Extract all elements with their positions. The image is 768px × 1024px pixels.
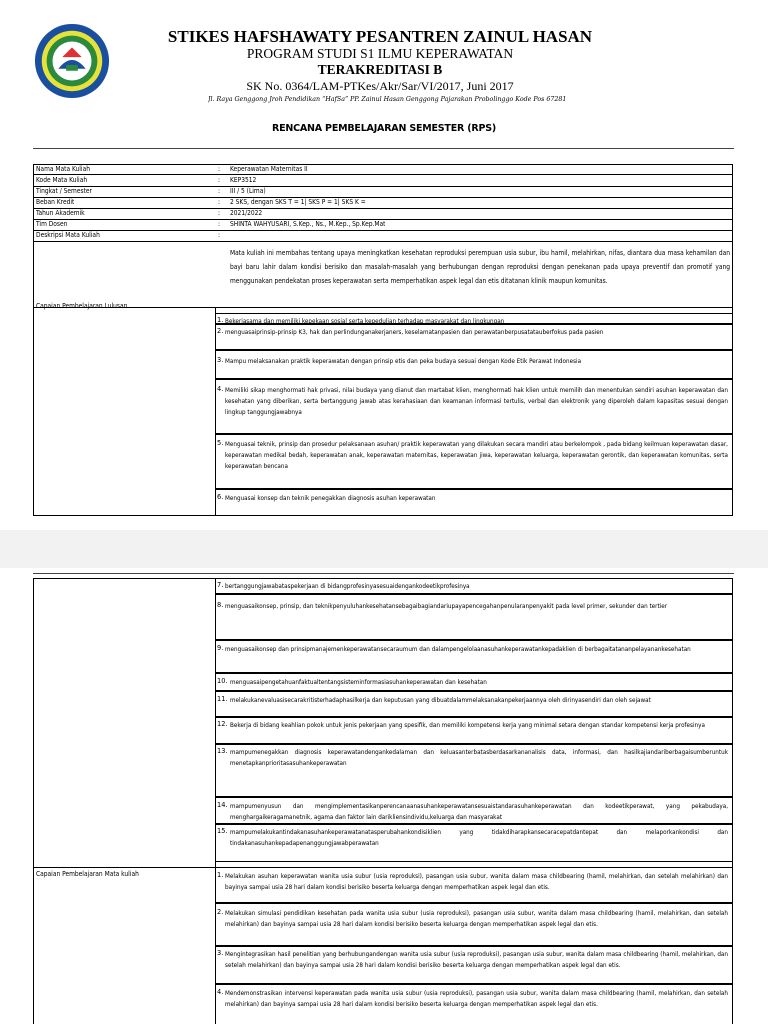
sk-number: SK No. 0364/LAM-PTKes/Akr/Sar/VI/2017, Juni 2017 <box>246 79 514 93</box>
cpl-item-number: 9. <box>217 644 224 652</box>
row-divider <box>33 307 733 308</box>
cpl-item-number: 11. <box>217 695 228 703</box>
document-title: RENCANA PEMBELAJARAN SEMESTER (RPS) <box>271 123 497 134</box>
cpl-item-number: 4. <box>217 385 224 393</box>
cpl-item-10 <box>215 673 733 691</box>
tingkat-label: Tingkat / Semester <box>36 187 92 195</box>
nama-mk-label: Nama Mata Kuliah <box>36 165 90 173</box>
tim-dosen-label: Tim Dosen <box>36 220 68 228</box>
cpl-item-12 <box>215 717 733 744</box>
cpmk-item-text: Mengintegrasikan hasil penelitian yang berhubungandengan wanita usia subur (usia reproduksi), pasangan usia subur, wanita dalam masa childbearing (hamil, melahirkan, dan setelah melahirkan) dan bayinya sampai usia 28 hari dalam kondisi berisiko beserta keluarga dengan memperhatikan aspek legal dan etis. <box>225 951 728 970</box>
cpl-item-number: 13. <box>217 747 228 755</box>
cpmk-item-1 <box>215 867 733 903</box>
colon: : <box>218 187 220 195</box>
cpl-item-text: mampumenyusun dan mengimplementasikanperencanaanasuhankeperawatansesuaistandarasuhankeperawatan dan kodeetikperawat, yang pekabudaya, menghargaikeragamanetnik, agama dan faktor lain darikliensindividu,keluarga dan masyarakat <box>230 803 728 822</box>
tingkat-value: III / 5 (Lima) <box>230 187 266 195</box>
deskripsi-value: Mata kuliah ini membahas tentang upaya meningkatkan kesehatan reproduksi perempuan usia subur, ibu hamil, melahirkan, nifas, diantara dua masa kehamilan dan bayi baru lahir dalam kondisi berisiko dan masalah-masalah yang berhubungan dengan reproduksi dengan penekanan pada upaya preventif dan promotif yang menggunakan pendekatan proses keperawatan serta memperhatikan aspek legal dan etis ditatanan klinik maupun komunitas. <box>230 249 730 286</box>
cpl-item-2 <box>215 324 733 350</box>
cpmk-item-number: 4. <box>217 988 224 996</box>
cpl-item-number: 7. <box>217 581 224 589</box>
cpmk-item-3 <box>215 946 733 984</box>
cpl-item-14 <box>215 797 733 824</box>
cpl-item-text: menguasaipengetahuanfaktualtentangsisteminformasiasuhankeperawatan dan kesehatan <box>230 679 487 686</box>
cpl-item-number: 8. <box>217 601 224 609</box>
cpl-item-text: menguasaiprinsip-prinsip K3, hak dan perlindunganakerjaners, keselamatanpasien dan perawatanberpusatatauberfokus pada pasien <box>225 329 604 336</box>
cpl-item-text: mampumelakukantindakanasuhankeperawatanatasperubahankondisiklien yang tidakdiharapkansecaracepatdantepat dan melaporkankondisi dan tindakanasuhankepadapenanggungjawabperawatan <box>230 829 728 848</box>
cpmk-item-text: Mendemonstrasikan intervensi keperawatan pada wanita usia subur (usia reproduksi), pasangan usia subur, wanita dalam masa childbearing (hamil, melahirkan, dan setelah melahirkan) dan bayinya sampai usia 28 hari dalam kondisi berisiko beserta keluarga dengan memperhatikan aspek legal dan etis. <box>225 990 728 1009</box>
kode-mk-label: Kode Mata Kuliah <box>36 176 88 184</box>
kode-mk-value: KEP3512 <box>230 176 257 184</box>
cpl-item-text: bertanggungjawabataspekerjaan di bidangprofesinyasesuaidengankodeetikprofesinya <box>225 583 470 590</box>
institution-address: Jl. Raya Genggong Jroh Pendidikan “HafSa” PP. Zainul Hasan Genggong Pajarakan Probolinggo Kode Pos 67281 <box>208 96 567 103</box>
cpl-item-3 <box>215 350 733 379</box>
cpl-item-number: 10. <box>217 677 228 685</box>
title-divider <box>33 148 734 149</box>
cpl-item-1 <box>215 313 733 324</box>
cpmk-item-number: 2. <box>217 908 224 916</box>
cpmk-item-4 <box>215 984 733 1024</box>
cpl-item-text: melakukanevaluasisecarakritisterhadaphasilkerja dan keputusan yang dibuatdalammelaksanakanpekerjaannya oleh dirinyasendiri dan oleh sejawat <box>230 697 651 704</box>
cpl-item-7 <box>215 578 733 594</box>
nama-mk-value: Keperawatan Maternitas II <box>230 165 308 173</box>
cpl-item-8 <box>215 594 733 640</box>
document-page-2 <box>0 568 768 1024</box>
tim-dosen-value: SHINTA WAHYUSARI, S.Kep., Ns., M.Kep., Sp.Kep.Mat <box>230 220 386 228</box>
cpl-item-9 <box>215 640 733 673</box>
cpl-item-15 <box>215 824 733 862</box>
cpl-item-number: 5. <box>217 439 224 447</box>
tahun-akademik-value: 2021/2022 <box>230 209 263 217</box>
program-name: PROGRAM STUDI S1 ILMU KEPERAWATAN <box>246 46 514 61</box>
cpl-item-11 <box>215 691 733 717</box>
cpl-item-text: Menguasai teknik, prinsip dan prosedur pelaksanaan asuhan/ praktik keperawatan yang dilakukan secara mandiri atau berkelompok , pada bidang keilmuan keperawatan dasar, keperawatan medikal bedah, keperawatan anak, keperawatan maternitas, keperawatan jiwa, keperawatan keluarga, keperawatan gerontik, dan keperawatan komunitas, serta keperawatan bencana <box>225 441 728 471</box>
cpmk-label: Capaian Pembelajaran Mata kuliah <box>36 870 139 878</box>
cpl-item-number: 2. <box>217 327 224 335</box>
beban-kredit-label: Beban Kredit <box>36 198 75 206</box>
colon: : <box>218 220 220 228</box>
cpl-item-text: Bekerja di bidang keahlian pokok untuk jenis pekerjaan yang spesifik, dan memiliki kompetensi kerja yang minimal setara dengan standar kompetensi kerja profesinya <box>230 722 705 729</box>
cpmk-item-text: Melakukan simulasi pendidikan kesehatan pada wanita usia subur (usia reproduksi), pasangan usia subur, wanita dalam masa childbearing (hamil, melahirkan, dan setelah melahirkan) dan bayinya sampai usia 28 hari dalam kondisi berisiko beserta keluarga dengan memperhatikan aspek legal dan etis. <box>225 910 728 929</box>
institution-logo <box>33 22 111 100</box>
cpl-item-text: mampumenegakkan diagnosis keperawatandengankedalaman dan keluasanterbatasberdasarkananalisis data, informasi, dan hasilkajiandariberbagaisumberuntuk menetapkanprioritasasuhankeperawatan <box>230 749 728 768</box>
cpl-item-4 <box>215 379 733 434</box>
cpl-item-text: Mampu melaksanakan praktik keperawatan dengan prinsip etis dan peka budaya sesuai dengan Kode Etik Perawat Indonesia <box>225 358 582 365</box>
cpl-item-number: 14. <box>217 801 228 809</box>
cpl-label: Capaian Pembelajaran Lulusan <box>36 302 128 310</box>
cpmk-item-2 <box>215 903 733 946</box>
beban-kredit-value: 2 SKS, dengan SKS T = 1| SKS P = 1| SKS K = <box>230 198 366 206</box>
page-top-rule <box>33 573 734 574</box>
tahun-akademik-label: Tahun Akademik <box>36 209 85 217</box>
colon: : <box>218 209 220 217</box>
cpmk-item-text: Melakukan asuhan keperawatan wanita usia subur (usia reproduksi), pasangan usia subur, wanita dalam masa childbearing (hamil, melahirkan, dan setelah melahirkan) dan bayinya sampai usia 28 hari dalam kondisi berisiko beserta keluarga dengan memperhatikan aspek legal dan etis. <box>225 873 728 892</box>
colon: : <box>218 198 220 206</box>
accreditation-status: TERAKREDITASI B <box>317 62 443 77</box>
colon: : <box>218 176 220 184</box>
cpl-item-number: 3. <box>217 356 224 364</box>
cpl-item-5 <box>215 434 733 489</box>
cpl-item-text: Bekerjasama dan memiliki kepekaan sosial serta kepedulian terhadap masyarakat dan lingkungan <box>225 318 505 325</box>
colon: : <box>218 231 220 239</box>
cpmk-item-number: 1. <box>217 871 224 879</box>
cpl-item-number: 12. <box>217 720 228 728</box>
cpl-item-number: 15. <box>217 827 228 835</box>
cpl-item-text: menguasaikonsep dan prinsipmanajemenkeperawatansecaraumum dan dalampengelolaanasuhankeperawatankepadaklien di berbagaitatananpelayanankesehatan <box>225 646 691 653</box>
cpl-item-13 <box>215 744 733 797</box>
cpl-item-number: 6. <box>217 493 224 501</box>
cpmk-item-number: 3. <box>217 949 224 957</box>
cpl-item-number: 1. <box>217 316 224 324</box>
cpl-item-text: Memiliki sikap menghormati hak privasi, nilai budaya yang dianut dan martabat klien, menghormati hak klien untuk memilih dan menentukan sendiri asuhan keperawatan dan kesehatan yang diberikan, serta bertanggung jawab atas kerahasiaan dan keamanan informasi tertulis, verbal dan elektronik yang diperoleh dalam kapasitas sesuai dengan lingkup tanggungjawabnya <box>225 387 728 417</box>
colon: : <box>218 165 220 173</box>
institution-name: STIKES HAFSHAWATY PESANTREN ZAINUL HASAN <box>167 27 593 46</box>
cpl-item-6 <box>215 489 733 516</box>
deskripsi-label: Deskripsi Mata Kuliah <box>36 231 100 239</box>
cpl-item-text: menguasaikonsep, prinsip, dan teknikpenyuluhankesehatansebagaibagiandariupayapencegahanpenularanpenyakit pada level primer, sekunder dan tertier <box>225 603 668 610</box>
cpl-item-text: Menguasai konsep dan teknik penegakkan diagnosis asuhan keperawatan <box>225 495 436 502</box>
